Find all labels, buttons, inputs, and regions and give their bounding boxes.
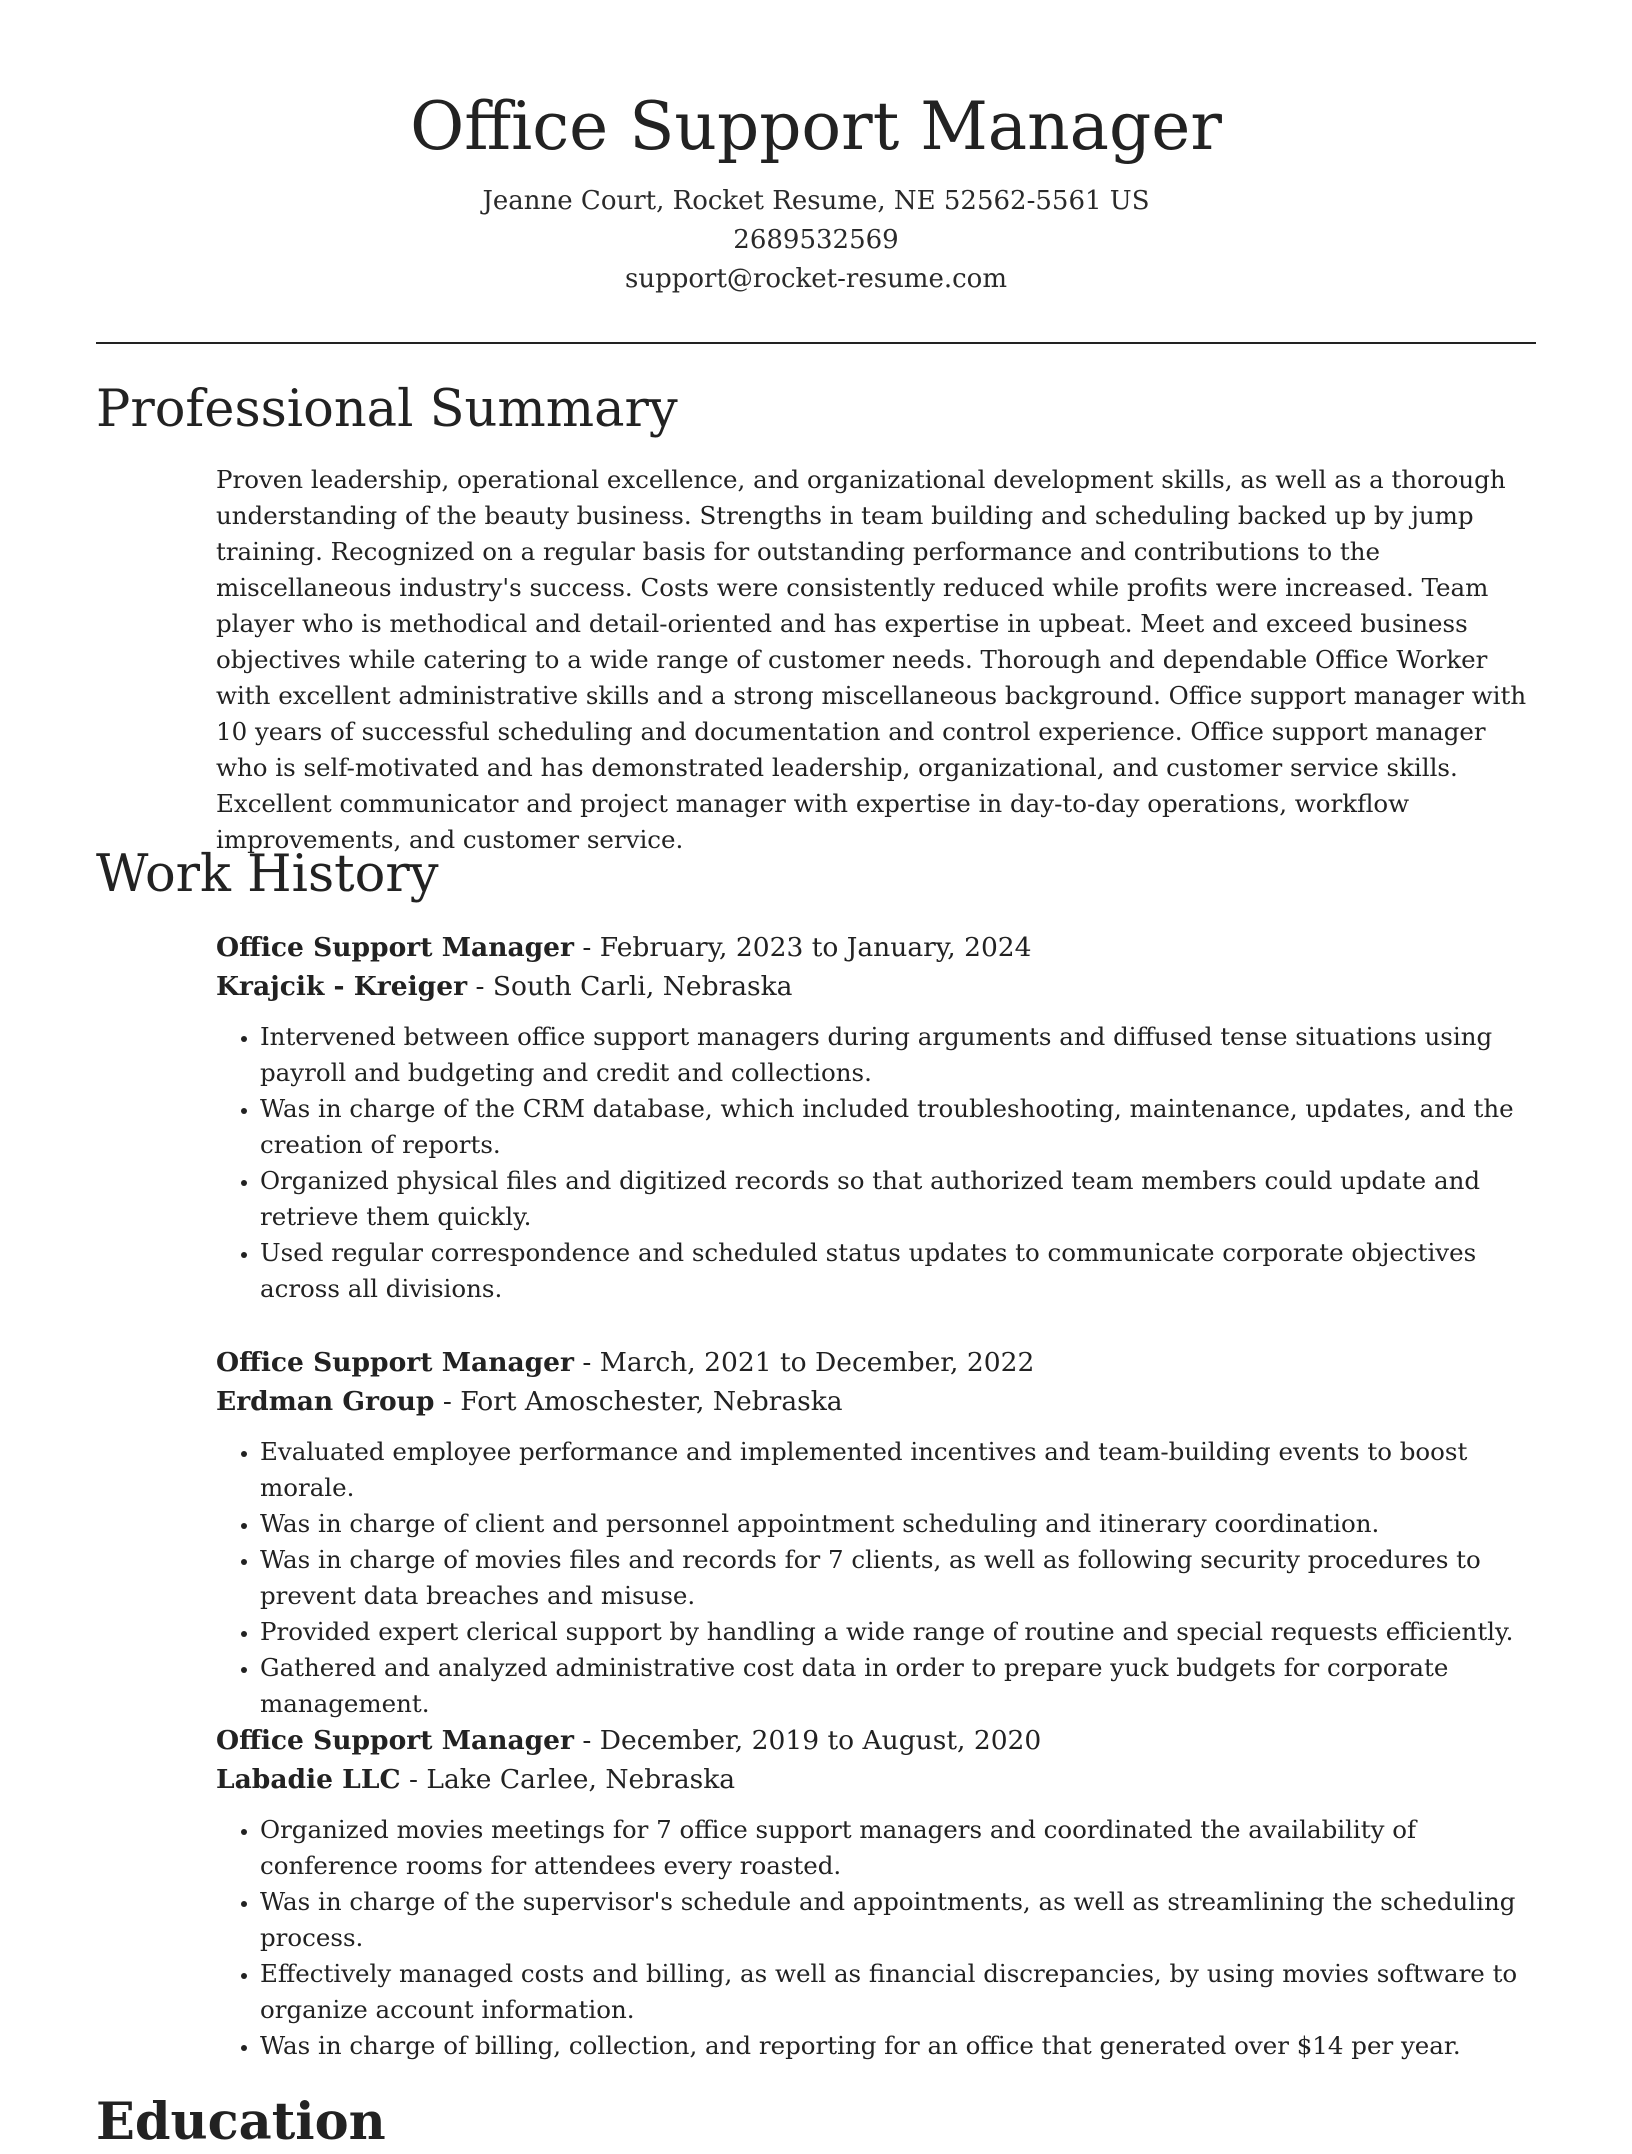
- job-title-line: [216, 1343, 1536, 1382]
- job-bullet: • Was in charge of the CRM database, which included troubleshooting, maintenance, updates, and the creation of reports.: [260, 1091, 1536, 1163]
- summary-text: Proven leadership, operational excellence, and organizational development skills, as well as a thorough understanding of the beauty business. Strengths in team building and scheduling backed up by jump training. Recognized on a regular basis for outstanding performance and contributions to the miscellaneous industry's success. Costs were consistently reduced while profits were increased. Team player who is methodical and detail-oriented and has expertise in upbeat. Meet and exceed business objectives while catering to a wide range of customer needs. Thorough and dependable Office Worker with excellent administrative skills and a strong miscellaneous background. Office support manager with 10 years of successful scheduling and documentation and control experience. Office support manager who is self-motivated and has demonstrated leadership, organizational, and customer service skills. Excellent communicator and project manager with expertise in day-to-day operations, workflow improvements, and customer service.: [216, 465, 1527, 854]
- header-divider: [96, 342, 1536, 344]
- job-location: - Fort Amoschester, Nebraska: [434, 1386, 843, 1417]
- job-title-line: [216, 1721, 1536, 1760]
- job-bullet: • Organized movies meetings for 7 office support managers and coordinated the availability of conference rooms for attendees every roasted.: [260, 1812, 1536, 1884]
- job-entry: [216, 1721, 1536, 2064]
- job-location: - South Carli, Nebraska: [467, 971, 793, 1002]
- job-title: Office Support Manager: [216, 1725, 574, 1756]
- summary-heading: Professional Summary: [96, 380, 678, 439]
- job-bullets: [216, 1019, 1536, 1307]
- job-bullet: • Organized physical files and digitized records so that authorized team members could update and retrieve them quickly.: [260, 1163, 1536, 1235]
- job-dates: - December, 2019 to August, 2020: [573, 1725, 1042, 1756]
- resume-header: [0, 0, 1632, 299]
- job-location: - Lake Carlee, Nebraska: [400, 1764, 736, 1795]
- job-bullets: [216, 1434, 1536, 1722]
- job-bullets: [216, 1812, 1536, 2064]
- work-history-heading: Work History: [96, 845, 439, 904]
- job-bullet: • Used regular correspondence and scheduled status updates to communicate corporate objectives across all divisions.: [260, 1235, 1536, 1307]
- job-entry: [216, 1343, 1536, 1722]
- job-bullet: • Intervened between office support managers during arguments and diffused tense situations using payroll and budgeting and credit and collections.: [260, 1019, 1536, 1091]
- contact-address: Jeanne Court, Rocket Resume, NE 52562-5561 US: [482, 186, 1150, 216]
- job-bullet: • Was in charge of movies files and records for 7 clients, as well as following security procedures to prevent data breaches and misuse.: [260, 1542, 1536, 1614]
- job-title: Office Support Manager: [216, 1347, 574, 1378]
- job-title: Office Support Manager: [216, 932, 574, 963]
- job-bullet: • Evaluated employee performance and implemented incentives and team-building events to boost morale.: [260, 1434, 1536, 1506]
- job-company: Erdman Group: [216, 1386, 435, 1417]
- job-company: Labadie LLC: [216, 1764, 401, 1795]
- contact-phone: 2689532569: [733, 225, 899, 255]
- contact-block: [0, 182, 1632, 299]
- job-bullet: • Was in charge of billing, collection, and reporting for an office that generated over $14 per year.: [260, 2028, 1536, 2064]
- job-entry: [216, 928, 1536, 1307]
- job-company-line: [216, 1382, 1536, 1421]
- job-company-line: [216, 967, 1536, 1006]
- job-dates: - February, 2023 to January, 2024: [573, 932, 1032, 963]
- job-company-line: [216, 1760, 1536, 1799]
- job-bullet: • Effectively managed costs and billing, as well as financial discrepancies, by using movies software to organize account information.: [260, 1956, 1536, 2028]
- job-bullet: • Provided expert clerical support by handling a wide range of routine and special requests efficiently.: [260, 1614, 1536, 1650]
- job-title-line: [216, 928, 1536, 967]
- contact-email: support@rocket-resume.com: [624, 264, 1007, 294]
- job-dates: - March, 2021 to December, 2022: [573, 1347, 1035, 1378]
- education-heading: Education: [96, 2092, 386, 2152]
- job-bullet: • Was in charge of the supervisor's schedule and appointments, as well as streamlining the scheduling process.: [260, 1884, 1536, 1956]
- candidate-name: Office Support Manager: [410, 88, 1222, 165]
- job-company: Krajcik - Kreiger: [216, 971, 468, 1002]
- job-bullet: • Was in charge of client and personnel appointment scheduling and itinerary coordination.: [260, 1506, 1536, 1542]
- job-bullet: • Gathered and analyzed administrative cost data in order to prepare yuck budgets for corporate management.: [260, 1650, 1536, 1722]
